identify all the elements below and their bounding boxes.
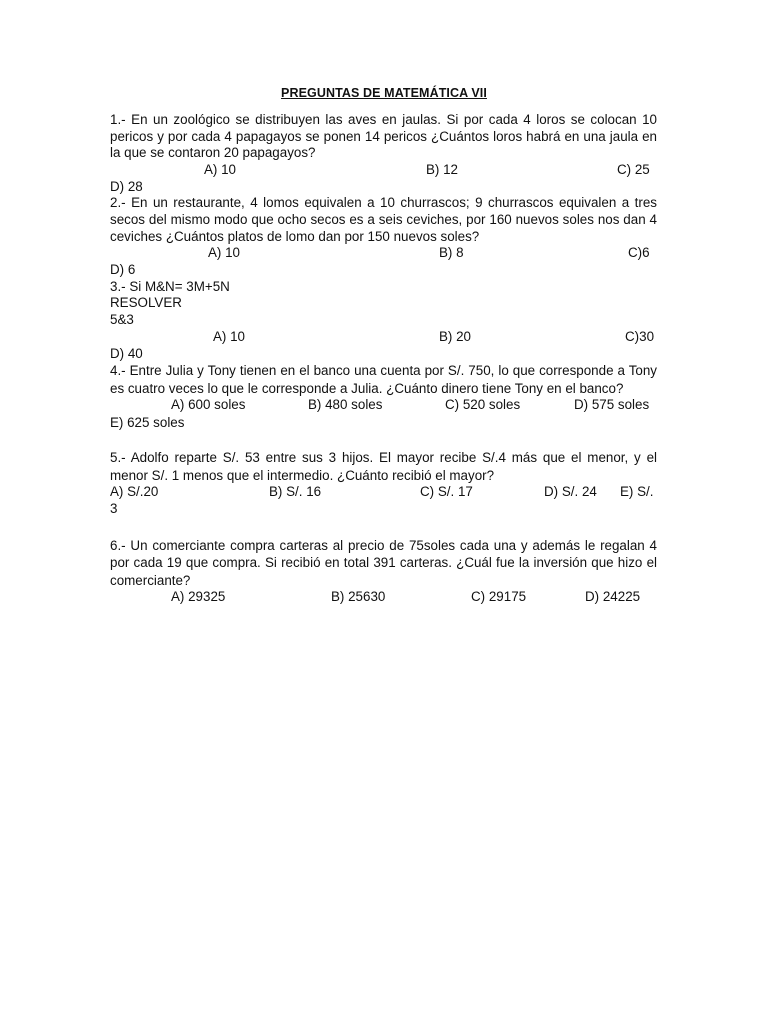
question-3-option-c: C)30	[625, 328, 655, 344]
question-4-option-e: E) 625 soles	[110, 415, 185, 431]
question-4-option-d: D) 575 soles	[574, 397, 650, 413]
question-6-option-c: C) 29175	[471, 589, 527, 605]
question-3-option-d: D) 40	[110, 345, 143, 361]
question-6-options	[110, 589, 657, 606]
question-6-text: 6.- Un comerciante compra carteras al precio de 75soles cada una y además le regalan 4 por cada 19 que compra. Si recibió en total 391 carteras. ¿Cuál fue la inversión que hizo el comerciante?	[110, 537, 657, 588]
question-5-option-e-value: 3	[110, 501, 118, 517]
questions-body	[110, 112, 657, 606]
question-5-option-c: C) S/. 17	[420, 484, 473, 500]
question-2-text: 2.- En un restaurante, 4 lomos equivalen a 10 churrascos; 9 churrascos equivalen a tres secos del mismo modo que ocho secos es a seis ceviches, por 160 nuevos soles nos dan 4 ceviches ¿Cuántos platos de lomo dan por 150 nuevos soles?	[110, 195, 657, 244]
question-4-options	[110, 397, 657, 415]
question-6-option-d: D) 24225	[585, 589, 641, 605]
spacer	[110, 432, 657, 449]
page-title: PREGUNTAS DE MATEMÁTICA VII	[281, 86, 487, 100]
question-1-option-a: A) 10	[204, 161, 237, 177]
question-5-text: 5.- Adolfo reparte S/. 53 entre sus 3 hijos. El mayor recibe S/.4 más que el menor, y el menor S/. 1 menos que el intermedio. ¿Cuánto recibió el mayor?	[110, 449, 657, 483]
question-3-line-3: 5&3	[110, 311, 134, 327]
question-4-option-b: B) 480 soles	[308, 397, 383, 413]
question-3-line-1: 3.- Si M&N= 3M+5N	[110, 278, 230, 294]
question-1-option-c: C) 25	[617, 161, 650, 177]
question-1-text: 1.- En un zoológico se distribuyen las aves en jaulas. Si por cada 4 loros se colocan 10 pericos y por cada 4 papagayos se ponen 14 pericos ¿Cuántos loros habrá en una jaula en la que se contaron 20 papagayos?	[110, 112, 657, 161]
spacer	[110, 518, 657, 537]
question-5-option-b: B) S/. 16	[269, 484, 322, 500]
question-6-option-b: B) 25630	[331, 589, 386, 605]
question-4-option-c: C) 520 soles	[445, 397, 521, 413]
question-1-option-b: B) 12	[426, 161, 459, 177]
question-2-option-a: A) 10	[208, 245, 241, 261]
question-5-options	[110, 484, 657, 501]
question-1-options	[110, 162, 657, 179]
question-2-option-d: D) 6	[110, 262, 136, 278]
question-5-option-a: A) S/.20	[110, 484, 159, 500]
question-1-option-d: D) 28	[110, 178, 143, 194]
question-5-option-d: D) S/. 24	[544, 484, 597, 500]
question-3-option-b: B) 20	[439, 328, 472, 344]
question-3-line-2: RESOLVER	[110, 295, 182, 311]
question-2-option-b: B) 8	[439, 245, 464, 261]
question-3-options	[110, 329, 657, 346]
question-4-option-a: A) 600 soles	[171, 397, 246, 413]
question-5-option-e: E) S/.	[620, 484, 654, 500]
question-6-option-a: A) 29325	[171, 589, 226, 605]
question-2-options	[110, 245, 657, 262]
question-2-option-c: C)6	[628, 245, 650, 261]
question-4-text: 4.- Entre Julia y Tony tienen en el banco una cuenta por S/. 750, lo que corresponde a Tony es cuatro veces lo que le corresponde a Julia. ¿Cuánto dinero tiene Tony en el banco?	[110, 363, 657, 396]
question-3-option-a: A) 10	[213, 328, 246, 344]
